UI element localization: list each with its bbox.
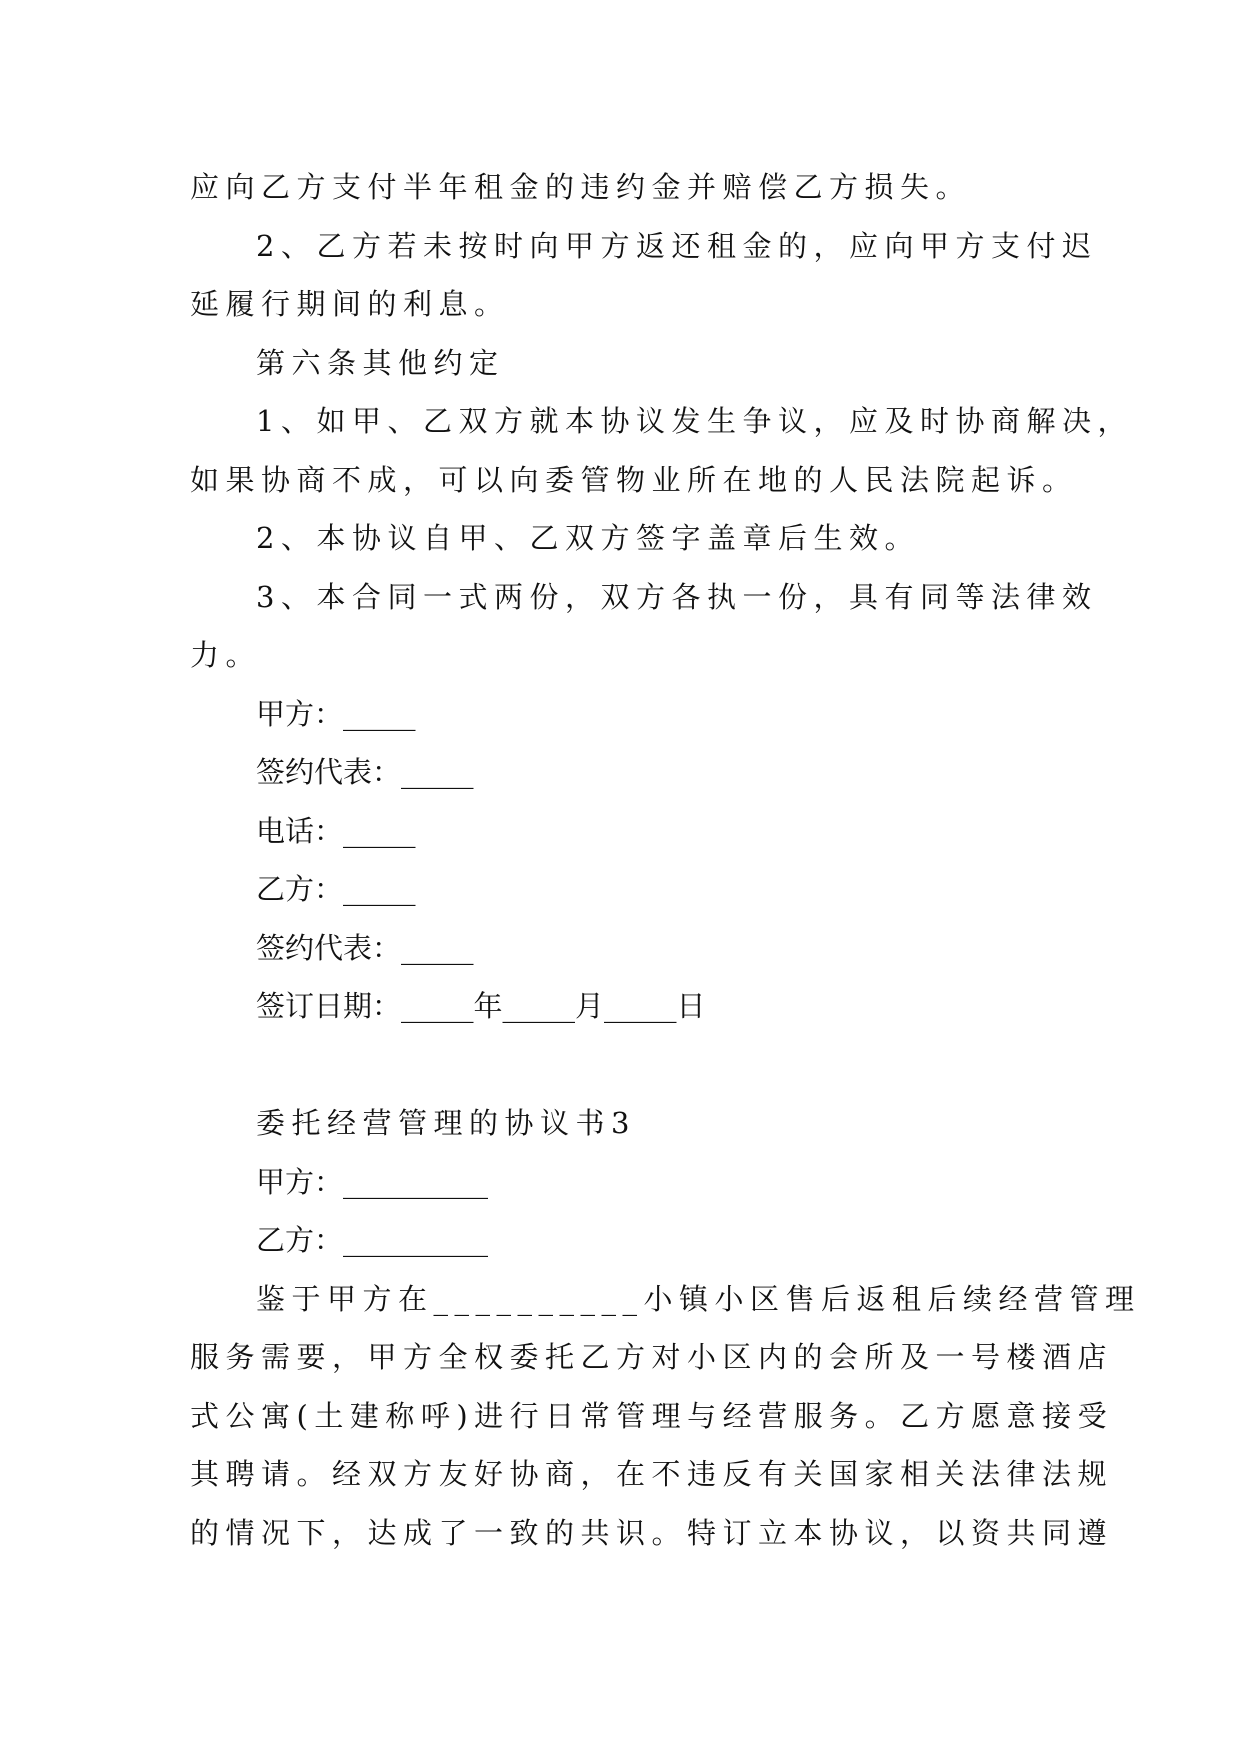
paragraph-line: 2、乙方若未按时向甲方返还租金的，应向甲方支付迟 xyxy=(256,228,1098,263)
paragraph-line: 应向乙方支付半年租金的违约金并赔偿乙方损失。 xyxy=(190,170,972,204)
party-a-field: 甲方：__________ xyxy=(256,1164,489,1199)
signature-representative-b: 签约代表：_____ xyxy=(256,930,474,965)
paragraph-line: 1、如甲、乙双方就本协议发生争议，应及时协商解决， xyxy=(256,404,1133,438)
signature-party-a: 甲方：_____ xyxy=(256,696,416,731)
spacer xyxy=(190,1036,1058,1095)
section-heading: 第六条其他约定 xyxy=(256,345,505,380)
paragraph-line: 3、本合同一式两份，双方各执一份，具有同等法律效 xyxy=(256,579,1098,614)
paragraph-line: 延履行期间的利息。 xyxy=(190,287,510,321)
signature-date: 签订日期：_____年_____月_____日 xyxy=(256,989,706,1023)
signature-phone: 电话：_____ xyxy=(256,813,416,848)
paragraph-line: 其聘请。经双方友好协商，在不违反有关国家相关法律法规 xyxy=(190,1457,1114,1491)
paragraph-line: 力。 xyxy=(190,638,262,672)
paragraph-line: 服务需要，甲方全权委托乙方对小区内的会所及一号楼酒店 xyxy=(190,1340,1114,1374)
signature-party-b: 乙方：_____ xyxy=(256,872,416,906)
paragraph-line: 2、本协议自甲、乙双方签字盖章后生效。 xyxy=(256,521,920,555)
paragraph-line: 的情况下，达成了一致的共识。特订立本协议，以资共同遵 xyxy=(190,1515,1114,1550)
document-body xyxy=(190,158,1141,1562)
paragraph-line: 鉴于甲方在__________小镇小区售后返租后续经营管理 xyxy=(256,1281,1141,1316)
agreement-title: 委托经营管理的协议书3 xyxy=(256,1106,636,1140)
signature-representative-a: 签约代表：_____ xyxy=(256,755,474,789)
party-b-field: 乙方：__________ xyxy=(256,1223,489,1257)
paragraph-line: 如果协商不成，可以向委管物业所在地的人民法院起诉。 xyxy=(190,462,1078,497)
paragraph-line: 式公寓(土建称呼)进行日常管理与经营服务。乙方愿意接受 xyxy=(190,1398,1114,1433)
